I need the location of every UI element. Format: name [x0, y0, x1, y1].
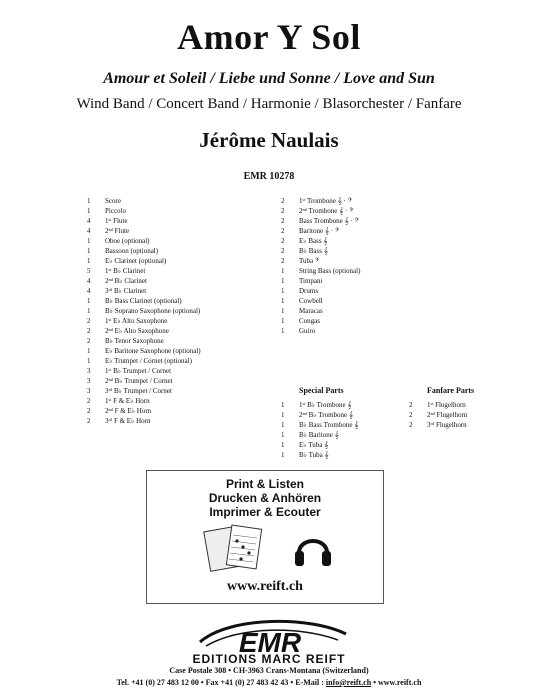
part-quantity: 1 — [281, 421, 285, 429]
contact-phone-fax: Tel. +41 (0) 27 483 12 00 • Fax +41 (0) 27 483 42 43 • E-Mail : — [116, 678, 326, 687]
part-quantity: 4 — [87, 277, 91, 285]
part-quantity: 3 — [87, 387, 91, 395]
part-name: 3ʳᵈ F & E♭ Horn — [105, 417, 151, 425]
part-name: Cowbell — [299, 297, 323, 305]
part-quantity: 1 — [87, 247, 91, 255]
part-name: B♭ Bass Clarinet (optional) — [105, 297, 182, 305]
part-name: 1ˢᵗ E♭ Alto Saxophone — [105, 317, 168, 325]
ensemble-line: Wind Band / Concert Band / Harmonie / Blasorchester / Fanfare — [76, 96, 462, 112]
part-quantity: 2 — [409, 401, 413, 409]
part-quantity: 1 — [281, 327, 285, 335]
part-quantity: 2 — [87, 327, 91, 335]
part-quantity: 1 — [87, 357, 91, 365]
part-name: 3ʳᵈ B♭ Trumpet / Cornet — [105, 387, 172, 395]
publisher-name: EDITIONS MARC REIFT — [192, 652, 346, 666]
part-quantity: 1 — [281, 277, 285, 285]
part-quantity: 2 — [409, 421, 413, 429]
part-name: B♭ Soprano Saxophone (optional) — [105, 307, 201, 315]
part-name: Bass Trombone 𝄞 · 𝄢 — [299, 217, 359, 225]
part-quantity: 1 — [281, 401, 285, 409]
part-quantity: 1 — [87, 307, 91, 315]
part-name: 2ⁿᵈ B♭ Trumpet / Cornet — [105, 377, 173, 385]
part-name: Guiro — [299, 327, 316, 335]
part-quantity: 1 — [87, 297, 91, 305]
part-quantity: 3 — [87, 367, 91, 375]
part-name: Score — [105, 197, 121, 205]
part-quantity: 5 — [87, 267, 91, 275]
part-quantity: 1 — [281, 411, 285, 419]
part-name: Congas — [299, 317, 320, 325]
part-quantity: 2 — [87, 337, 91, 345]
part-name: 1ˢᵗ B♭ Clarinet — [105, 267, 146, 275]
part-name: 1ˢᵗ Flugelhorn — [427, 401, 466, 409]
part-name: E♭ Trumpet / Cornet (optional) — [105, 357, 192, 365]
part-name: B♭ Bass 𝄞 — [299, 247, 328, 255]
part-name: 3ʳᵈ Flugelhorn — [427, 421, 467, 429]
part-quantity: 4 — [87, 287, 91, 295]
part-quantity: 1 — [281, 441, 285, 449]
part-quantity: 1 — [281, 297, 285, 305]
part-name: E♭ Tuba 𝄞 — [299, 441, 329, 449]
promo-url[interactable]: www.reift.ch — [227, 579, 303, 594]
part-quantity: 2 — [87, 417, 91, 425]
part-quantity: 1 — [87, 347, 91, 355]
promo-line-french: Imprimer & Ecouter — [209, 505, 321, 519]
part-name: Maracas — [299, 307, 323, 315]
part-name: Tuba 𝄢 — [299, 257, 320, 265]
part-quantity: 3 — [87, 377, 91, 385]
part-quantity: 1 — [281, 431, 285, 439]
print-listen-box[interactable] — [146, 470, 384, 604]
logo-text: EMR — [238, 627, 302, 658]
part-name: String Bass (optional) — [299, 267, 361, 275]
part-name: 2ⁿᵈ Flute — [105, 227, 130, 235]
special-parts-heading: Special Parts — [299, 386, 344, 395]
part-name: 3ʳᵈ B♭ Clarinet — [105, 287, 147, 295]
part-name: 2ⁿᵈ Trombone 𝄞 · 𝄢 — [299, 207, 354, 215]
part-quantity: 1 — [281, 307, 285, 315]
contact-email[interactable]: info@reift.ch — [325, 678, 372, 687]
part-name: E♭ Bass 𝄞 — [299, 237, 328, 245]
part-quantity: 1 — [281, 451, 285, 459]
part-quantity: 1 — [87, 197, 91, 205]
part-quantity: 2 — [281, 257, 285, 265]
part-quantity: 1 — [281, 267, 285, 275]
part-name: 1ˢᵗ B♭ Trumpet / Cornet — [105, 367, 172, 375]
part-quantity: 2 — [281, 217, 285, 225]
part-name: 2ⁿᵈ F & E♭ Horn — [105, 407, 152, 415]
composer-name: Jérôme Naulais — [199, 128, 339, 152]
part-quantity: 2 — [87, 397, 91, 405]
part-name: 1ˢᵗ Trombone 𝄞 · 𝄢 — [299, 197, 353, 205]
part-quantity: 1 — [87, 237, 91, 245]
part-name: 2ⁿᵈ E♭ Alto Saxophone — [105, 327, 169, 335]
part-name: B♭ Baritone 𝄞 — [299, 431, 339, 439]
piece-subtitle: Amour et Soleil / Liebe und Sonne / Love and Sun — [103, 70, 435, 87]
part-name: 1ˢᵗ Flute — [105, 217, 128, 225]
part-quantity: 2 — [281, 197, 285, 205]
promo-line-english: Print & Listen — [225, 477, 304, 491]
publisher-address: Case Postale 308 • CH-3963 Crans-Montana (Switzerland) — [169, 666, 369, 675]
part-quantity: 2 — [281, 237, 285, 245]
part-quantity: 2 — [87, 317, 91, 325]
part-name: E♭ Clarinet (optional) — [105, 257, 167, 265]
part-name: Oboe (optional) — [105, 237, 150, 245]
part-name: Bassoon (optional) — [105, 247, 159, 255]
part-quantity: 2 — [87, 407, 91, 415]
part-name: B♭ Bass Trombone 𝄞 — [299, 421, 359, 429]
part-name: 1ˢᵗ B♭ Trombone 𝄞 — [299, 401, 352, 409]
part-quantity: 1 — [281, 317, 285, 325]
part-name: 2ⁿᵈ B♭ Clarinet — [105, 277, 147, 285]
promo-line-german: Drucken & Anhören — [208, 491, 322, 505]
part-name: Drums — [299, 287, 319, 295]
piece-title: Amor Y Sol — [177, 17, 361, 57]
part-name: Piccolo — [105, 207, 126, 215]
part-quantity: 1 — [87, 207, 91, 215]
part-quantity: 1 — [87, 257, 91, 265]
part-name: Timpani — [299, 277, 323, 285]
part-name: B♭ Tenor Saxophone — [105, 337, 164, 345]
part-name: 1ˢᵗ F & E♭ Horn — [105, 397, 150, 405]
sheet-music-icon — [203, 523, 269, 577]
part-name: 2ⁿᵈ B♭ Trombone 𝄞 — [299, 411, 354, 419]
publisher-contact — [0, 678, 538, 687]
headphones-icon — [291, 527, 335, 571]
fanfare-parts-heading: Fanfare Parts — [427, 386, 475, 395]
contact-website[interactable]: • www.reift.ch — [371, 678, 422, 687]
part-quantity: 2 — [281, 247, 285, 255]
part-name: 2ⁿᵈ Flugelhorn — [427, 411, 468, 419]
catalog-number: EMR 10278 — [243, 171, 295, 182]
part-quantity: 2 — [409, 411, 413, 419]
part-name: B♭ Tuba 𝄞 — [299, 451, 329, 459]
part-quantity: 4 — [87, 227, 91, 235]
part-name: Baritone 𝄞 · 𝄢 — [299, 227, 340, 235]
part-quantity: 1 — [281, 287, 285, 295]
part-name: E♭ Baritone Saxophone (optional) — [105, 347, 201, 355]
part-quantity: 4 — [87, 217, 91, 225]
part-quantity: 2 — [281, 227, 285, 235]
part-quantity: 2 — [281, 207, 285, 215]
